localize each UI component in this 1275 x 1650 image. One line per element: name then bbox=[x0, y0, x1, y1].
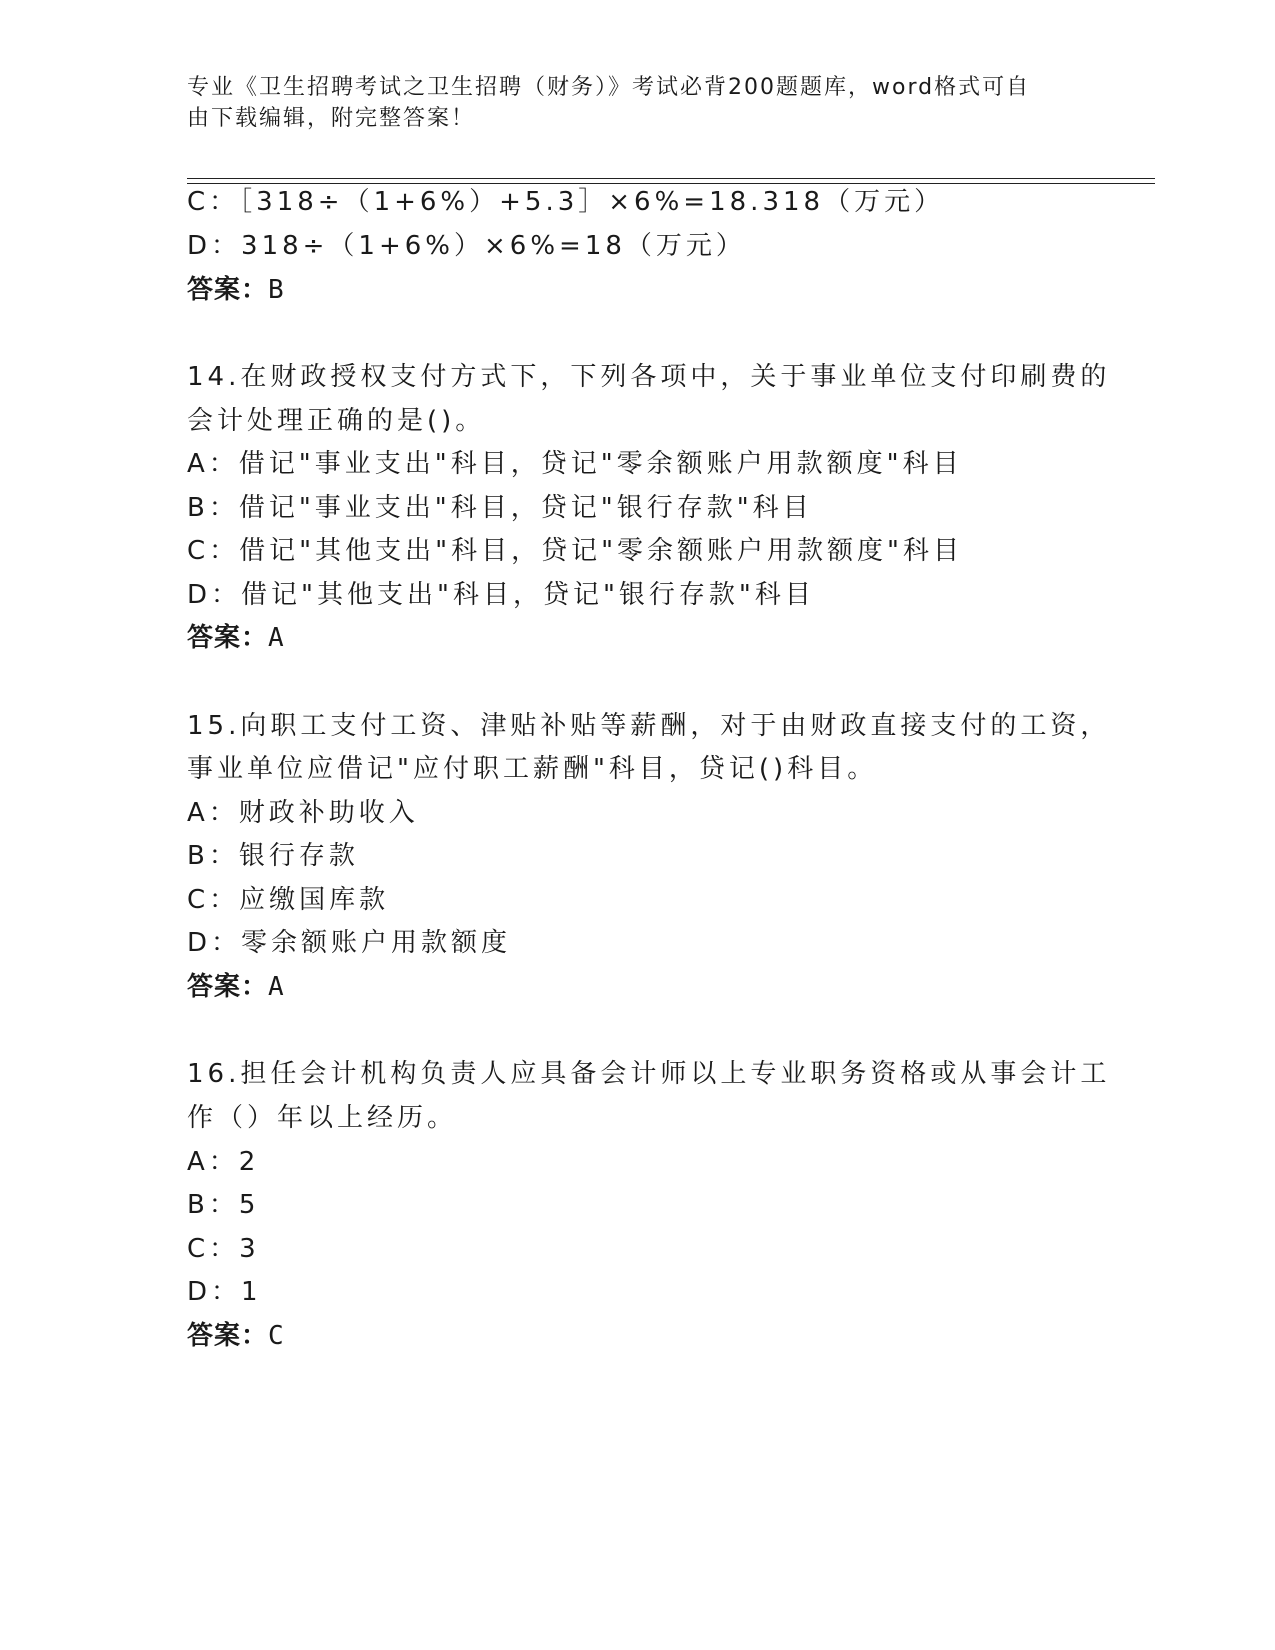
q14-answer bbox=[187, 623, 284, 653]
q14-option-d: D：借记"其他支出"科目，贷记"银行存款"科目 bbox=[187, 580, 815, 610]
q16-option-d: D：1 bbox=[187, 1277, 262, 1307]
answer-value: C bbox=[268, 1321, 284, 1351]
answer-value: B bbox=[268, 275, 284, 305]
q15-option-a: A：财政补助收入 bbox=[187, 798, 419, 828]
prev-option-d: D：318÷（1+6%）×6%=18（万元） bbox=[187, 231, 746, 261]
answer-value: A bbox=[268, 623, 284, 653]
answer-label: 答案： bbox=[187, 275, 269, 305]
answer-label: 答案： bbox=[187, 972, 269, 1002]
answer-label: 答案： bbox=[187, 623, 269, 653]
q15-stem-line-2: 事业单位应借记"应付职工薪酬"科目，贷记()科目。 bbox=[187, 754, 878, 784]
q14-stem-line-1: 14.在财政授权支付方式下，下列各项中，关于事业单位支付印刷费的 bbox=[187, 362, 1111, 392]
header-line-2: 由下载编辑，附完整答案！ bbox=[187, 106, 476, 131]
q15-option-d: D：零余额账户用款额度 bbox=[187, 928, 512, 958]
q16-option-a: A：2 bbox=[187, 1147, 260, 1177]
q14-option-c: C：借记"其他支出"科目，贷记"零余额账户用款额度"科目 bbox=[187, 536, 963, 566]
q14-stem-line-2: 会计处理正确的是()。 bbox=[187, 406, 486, 436]
q16-option-b: B：5 bbox=[187, 1190, 260, 1220]
header-divider-top bbox=[187, 178, 1155, 179]
document-header bbox=[187, 72, 1067, 134]
q14-option-a: A：借记"事业支出"科目，贷记"零余额账户用款额度"科目 bbox=[187, 449, 963, 479]
answer-label: 答案： bbox=[187, 1321, 269, 1351]
q15-option-b: B：银行存款 bbox=[187, 841, 359, 871]
q15-stem-line-1: 15.向职工支付工资、津贴补贴等薪酬，对于由财政直接支付的工资， bbox=[187, 711, 1111, 741]
answer-value: A bbox=[268, 972, 284, 1002]
q15-answer bbox=[187, 972, 284, 1002]
q16-answer bbox=[187, 1321, 284, 1351]
prev-option-c: C：［318÷（1+6%）+5.3］×6%=18.318（万元） bbox=[187, 187, 945, 217]
q16-option-c: C：3 bbox=[187, 1234, 260, 1264]
q15-option-c: C：应缴国库款 bbox=[187, 885, 390, 915]
q14-option-b: B：借记"事业支出"科目，贷记"银行存款"科目 bbox=[187, 493, 813, 523]
q16-stem-line-2: 作（）年以上经历。 bbox=[187, 1103, 458, 1133]
header-divider-bottom bbox=[187, 183, 1155, 184]
q16-stem-line-1: 16.担任会计机构负责人应具备会计师以上专业职务资格或从事会计工 bbox=[187, 1059, 1111, 1089]
header-line-1: 专业《卫生招聘考试之卫生招聘（财务）》考试必背200题题库，word格式可自 bbox=[187, 75, 1031, 100]
prev-answer bbox=[187, 275, 284, 305]
